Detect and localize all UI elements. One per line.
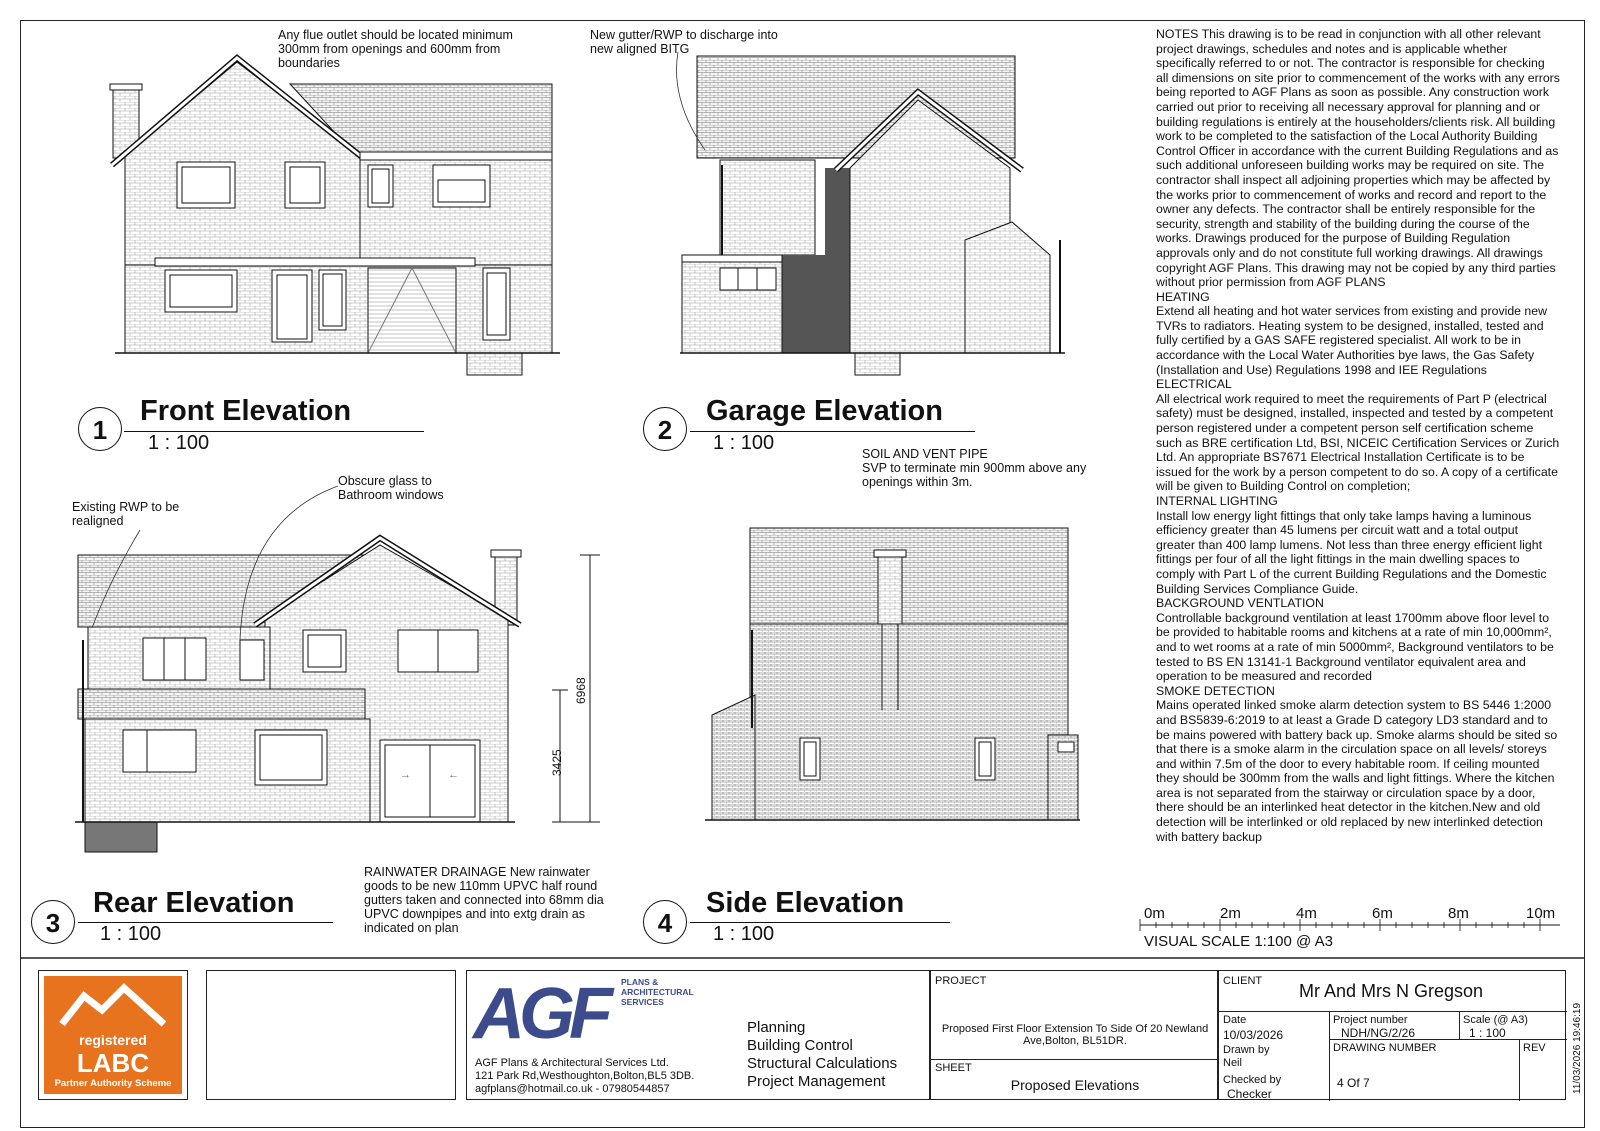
scale-label-0: 0m [1144, 905, 1165, 922]
view-scale-rear: 1 : 100 [100, 923, 162, 945]
soil-vent-title: SOIL AND VENT PIPE [862, 447, 988, 461]
rev-label: REV [1523, 1042, 1546, 1054]
sheet-label: SHEET [935, 1062, 972, 1074]
obscure-glass-note: Obscure glass to Bathroom windows [338, 474, 444, 502]
side-elevation-drawing [705, 528, 1080, 820]
agf-address: 121 Park Rd,Westhoughton,Bolton,BL5 3DB. [475, 1070, 695, 1082]
view-title-front: Front Elevation [140, 395, 352, 427]
divider [1219, 1011, 1567, 1012]
divider [1519, 1039, 1520, 1101]
electrical-body: All electrical work required to meet the requirements of Part P (electrical safety) must be designed, installed, inspected and tested by a competent person registered under a competent person self certification scheme such as BRE certification Ltd, BSI, NICEIC Certification Services or Zurich Ltd. An appropriate BS7671 Electrical Installation Certificate is to be issued for the work by a person competent to do so. A copy of a certificate will be given to Building Control on completion; [1156, 391, 1560, 494]
service-planning: Planning [747, 1019, 806, 1036]
garage-elevation-drawing [680, 56, 1065, 375]
date-value: 10/03/2026 [1223, 1028, 1284, 1042]
heating-body: Extend all heating and hot water services from existing and provide new TVRs to radiators. Heating system to be designed, installed, tested and fully certified by a GAS SAFE registered specialist. All work to be in accordance with the Local Water Authorities bye laws, the Gas Safety (Installation and Use) Regulations 1998 and IEE Regulations [1156, 304, 1547, 377]
general-notes [1156, 27, 1560, 844]
divider [1329, 1011, 1330, 1101]
visual-scale-bar [1140, 919, 1560, 931]
svg-text:→: → [400, 769, 411, 781]
client-value: Mr And Mrs N Gregson [1299, 981, 1484, 1001]
scale-label-4: 4m [1296, 905, 1317, 922]
lighting-body: Install low energy light fittings that only take lamps having a luminous efficiency greater than 45 lumens per circuit watt and a total output greater than 400 lamp lumens. Not less than three energy efficient light fittings per four of all the light fittings in the main dwelling spaces to comply with Part L of the current Building Regulations and the Domestic Building Services Compliance Guide. [1156, 508, 1547, 596]
visual-scale-caption: VISUAL SCALE 1:100 @ A3 [1144, 933, 1333, 950]
rainwater-note: RAINWATER DRAINAGE New rainwater goods to be new 110mm UPVC half round gutters taken and connected into 68mm dia UPVC downpipes and into extg drain as indicated on plan [364, 865, 604, 935]
labc-registered: registered [79, 1032, 147, 1048]
svg-text:←: ← [448, 769, 459, 781]
view-number-2: 2 [643, 407, 687, 451]
labc-scheme: Partner Authority Scheme [54, 1078, 172, 1089]
scale-label-2: 2m [1220, 905, 1241, 922]
client-label: CLIENT [1223, 975, 1263, 987]
labc-logo-box [38, 970, 188, 1100]
timestamp: 11/03/2026 19:46:19 [1572, 1002, 1583, 1094]
agf-contact: agfplans@hotmail.co.uk - 07980544857 [475, 1083, 670, 1095]
labc-roof-icon [44, 978, 182, 1034]
smoke-body: Mains operated linked smoke alarm detection system to BS 5446 1:2000 and BS5839-6:2019 to at least a Grade D category LD3 standard and to be mains powered with battery back up. Smoke alarms should be sited so that there is a smoke alarm in the circulation space on all levels/ storeys and within 7.5m of the door to every habitable room. If ceiling mounted they should be 300mm from the walls and light fittings. Where the kitchen area is not separated from the stairway or circulation space by a door, there should be an interlinked heat detector in the kitchen.New and old detection will be interlinked or old replaced by new interlinked detection with battery backup [1156, 698, 1558, 844]
service-project-management: Project Management [747, 1073, 886, 1090]
labc-name: LABC [76, 1048, 150, 1078]
checked-label: Checked by [1223, 1074, 1282, 1086]
date-label: Date [1223, 1014, 1247, 1026]
scale-label-6: 6m [1372, 905, 1393, 922]
agf-company-box [466, 970, 930, 1100]
view-number-3: 3 [31, 900, 75, 944]
view-number-4: 4 [643, 900, 687, 944]
agf-company-name: AGF Plans & Architectural Services Ltd. [475, 1057, 669, 1069]
lighting-heading: INTERNAL LIGHTING [1156, 494, 1278, 508]
drawn-label: Drawn by [1223, 1044, 1270, 1056]
scale-label-10: 10m [1526, 905, 1556, 922]
dimension-overall: 6968 [574, 677, 588, 704]
scale-label-8: 8m [1448, 905, 1469, 922]
project-number-value: NDH/NG/2/26 [1341, 1026, 1416, 1040]
electrical-heading: ELECTRICAL [1156, 377, 1232, 392]
project-value: Proposed First Floor Extension To Side Of 20 Newland Ave,Bolton, BL51DR. [941, 1023, 1209, 1047]
notes-heading: NOTES [1156, 27, 1199, 41]
ventilation-body: Controllable background ventilation at least 1700mm above floor level to be provided to habitable rooms and kitchens at a rate of min 10,000mm², and to wet rooms at a rate of min 5000mm², Background ventilators to be tested to BS EN 13141-1 Background ventilator equivalent area and operation to be measured and recorded [1156, 610, 1554, 684]
soil-vent-body: SVP to terminate min 900mm above any openings within 3m. [862, 461, 1087, 489]
services-list [747, 1019, 897, 1091]
existing-rwp-note: Existing RWP to be realigned [72, 500, 180, 528]
agf-logo-sub: PLANS & ARCHITECTURAL SERVICES [621, 977, 694, 1007]
drawing-number-value: 4 Of 7 [1337, 1076, 1370, 1090]
view-number-1: 1 [78, 407, 122, 451]
ventilation-heading: BACKGROUND VENTLATION [1156, 596, 1324, 611]
checked-value: Checker [1227, 1087, 1272, 1101]
scale-label: Scale (@ A3) [1463, 1014, 1528, 1026]
sheet-value: Proposed Elevations [1010, 1077, 1140, 1093]
project-label: PROJECT [935, 975, 987, 987]
drawn-value: Neil [1223, 1057, 1242, 1069]
view-title-garage: Garage Elevation [706, 395, 943, 427]
heating-heading: HEATING [1156, 289, 1210, 304]
smoke-heading: SMOKE DETECTION [1156, 683, 1275, 698]
project-box [930, 970, 1218, 1100]
blank-box [206, 970, 456, 1100]
view-scale-side: 1 : 100 [713, 923, 775, 945]
front-elevation-drawing [110, 58, 560, 375]
project-number-label: Project number [1333, 1014, 1408, 1026]
view-title-side: Side Elevation [706, 887, 905, 919]
view-title-rear: Rear Elevation [93, 887, 295, 919]
service-building-control: Building Control [747, 1037, 853, 1054]
flue-note: Any flue outlet should be located minimum 300mm from openings and 600mm from boundaries [278, 28, 513, 70]
view-scale-front: 1 : 100 [148, 432, 210, 454]
notes-section [1156, 27, 1560, 290]
divider [1459, 1011, 1460, 1039]
client-box [1218, 970, 1566, 1100]
rear-elevation-drawing [75, 538, 600, 852]
drawing-number-label: DRAWING NUMBER [1333, 1042, 1437, 1054]
notes-body: This drawing is to be read in conjunction with all other relevant project drawings, schedules and notes and is applicable whether specifically referred to or not. The contractor is responsible for checking all dimensions on site prior to commencement of the works with any errors being reported to AGF Plans as soon as possible. Any construction work carried out prior to receiving all necessary approval for planning and or building regulations is entirely at the householders/clients risk. All building work to be completed to the satisfaction of the Local Authority Building Control Officer in accordance with the current Building Regulations and as such additional unforeseen building works may be required on site. The contractor shall inspect all adjoining properties which may be affected by the works prior to commencement of works and record and report to the owner any defects. The contractor shall be entirely responsible for the security, strength and stability of the building during the course of the works. Drawings produced for the purpose of Building Regulation approvals only and do not constitute full working drawings. All drawings copyright AGF Plans. This drawing may not be copied by any third parties without prior permission from AGF PLANS [1156, 27, 1560, 290]
divider [931, 1059, 1219, 1060]
view-scale-garage: 1 : 100 [713, 432, 775, 454]
gutter-note: New gutter/RWP to discharge into new aligned BITG [590, 28, 778, 56]
agf-logo: AGF [473, 974, 607, 1054]
soil-vent-note [862, 447, 1112, 489]
scale-value: 1 : 100 [1469, 1026, 1506, 1040]
dimension-lower: 3425 [550, 749, 564, 776]
service-structural: Structural Calculations [747, 1055, 898, 1072]
labc-logo [44, 976, 182, 1094]
